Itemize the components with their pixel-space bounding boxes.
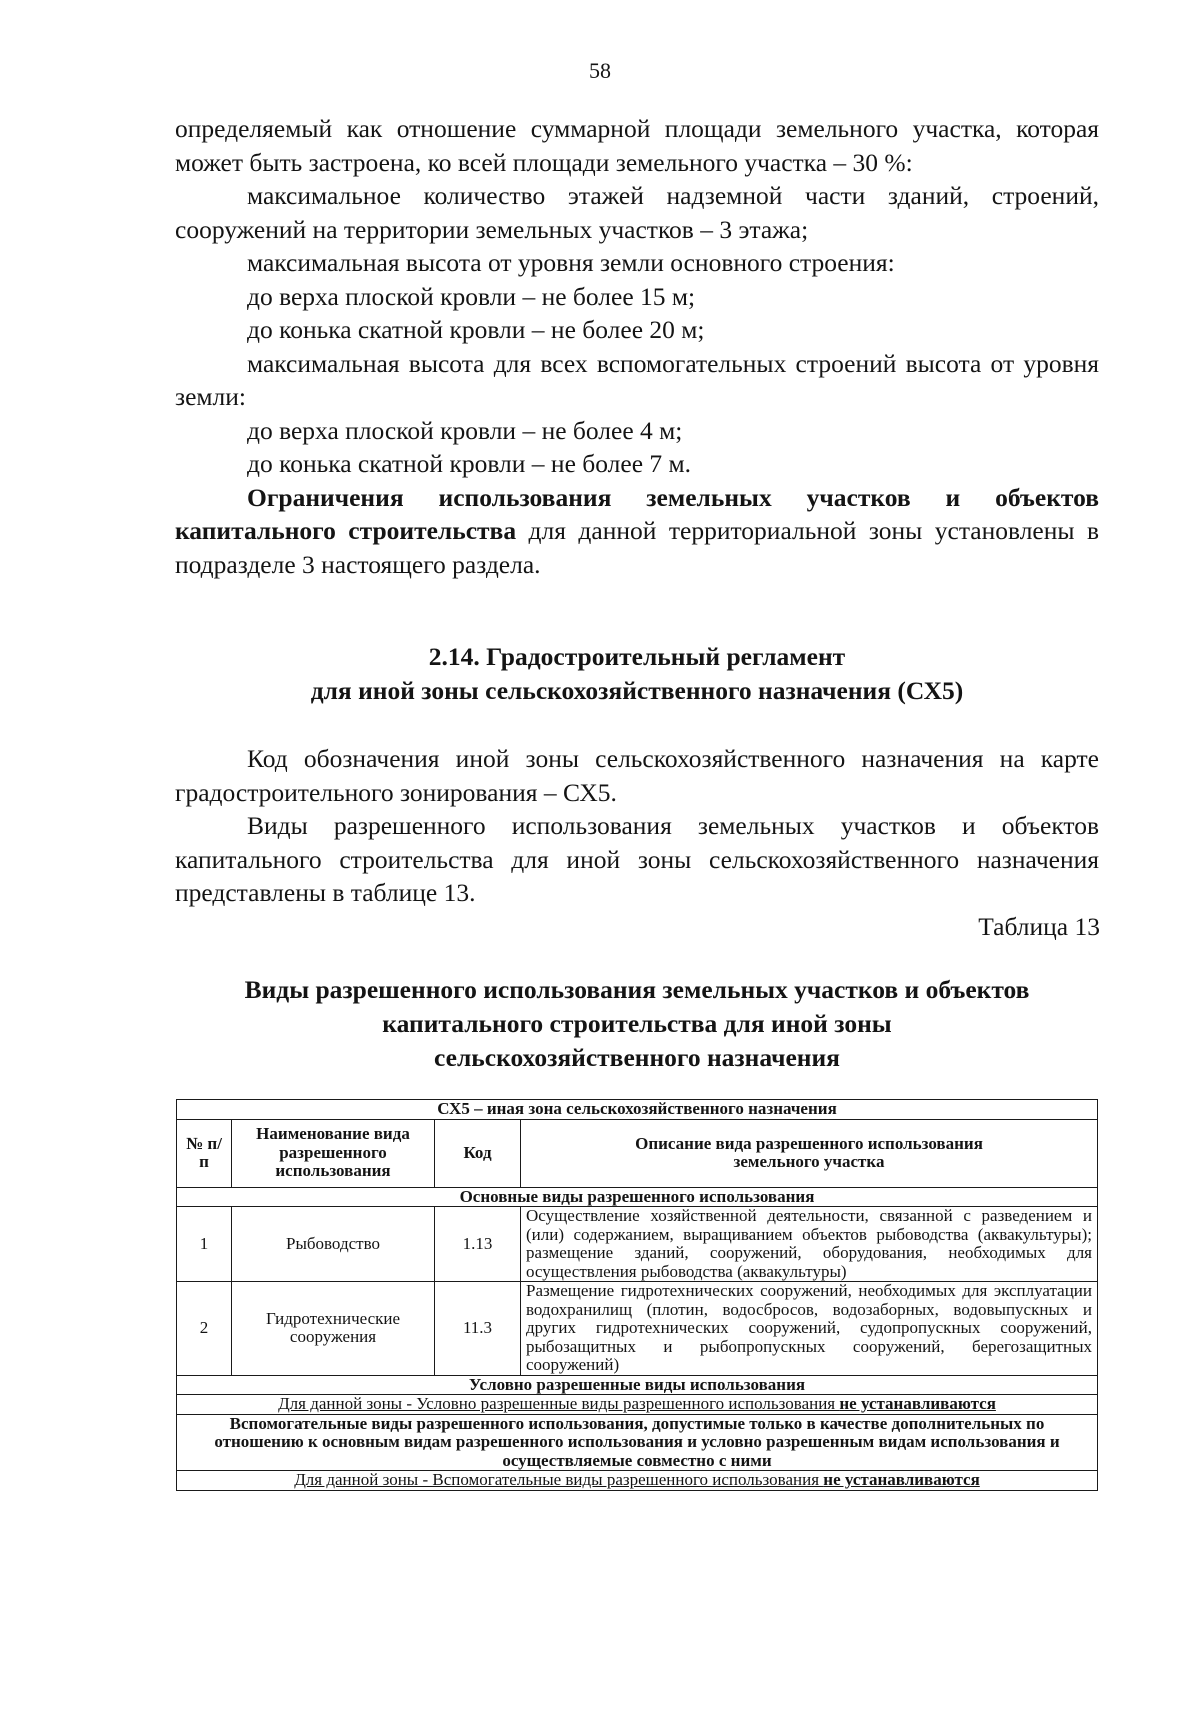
conditional-note-bold: не устанавливаются bbox=[839, 1394, 996, 1413]
table-row bbox=[177, 1207, 1098, 1282]
intro-paragraph-7: до верха плоской кровли – не более 4 м; bbox=[247, 415, 683, 445]
column-header-description: Описание вида разрешенного использования земельного участка bbox=[521, 1119, 1098, 1187]
row-description: Размещение гидротехнических сооружений, необходимых для эксплуатации водохранилищ (плотин, водосбросов, водозаборных, водовыпускных и других гидротехнических сооружений, судопропускных сооружений, рыбозащитных и рыбопропускных сооружений, берегозащитных сооружений) bbox=[521, 1282, 1098, 1376]
section-label-conditional: Условно разрешенные виды использования bbox=[177, 1375, 1098, 1395]
section-row-conditional bbox=[177, 1375, 1098, 1395]
conditional-note-text: Для данной зоны - Условно разрешенные виды разрешенного использования bbox=[278, 1394, 840, 1413]
intro-paragraph-4: до верха плоской кровли – не более 15 м; bbox=[247, 281, 696, 311]
table-title-line-3: сельскохозяйственного назначения bbox=[434, 1043, 840, 1072]
table-label: Таблица 13 bbox=[978, 912, 1100, 941]
section-row-main bbox=[177, 1187, 1098, 1207]
column-header-row bbox=[177, 1119, 1098, 1187]
conditional-note-cell bbox=[177, 1395, 1098, 1415]
column-header-number: № п/п bbox=[177, 1119, 232, 1187]
permitted-uses-table bbox=[176, 1099, 1098, 1491]
row-number: 1 bbox=[177, 1207, 232, 1282]
row-name: Гидротехнические сооружения bbox=[232, 1282, 435, 1376]
page-number: 58 bbox=[589, 58, 611, 83]
row-description: Осуществление хозяйственной деятельности, связанной с разведением и (или) содержанием, выращиванием объектов рыбоводства (аквакультуры); размещение зданий, сооружений, оборудования, необходимых для осуществления рыбоводства (аквакультуры) bbox=[521, 1207, 1098, 1282]
restrictions-bold-text: Ограничения использования земельных участков и объектов капитального строительства bbox=[175, 482, 1099, 545]
intro-paragraph-8: до конька скатной кровли – не более 7 м. bbox=[247, 449, 692, 478]
restrictions-rest-text: для данной территориальной зоны установлены в подразделе 3 настоящего раздела. bbox=[175, 516, 1100, 579]
zone-header-row bbox=[177, 1100, 1098, 1120]
restrictions-paragraph bbox=[175, 481, 1099, 582]
section-label-main: Основные виды разрешенного использования bbox=[177, 1187, 1098, 1207]
table-title-line-2: капитального строительства для иной зоны bbox=[382, 1009, 892, 1038]
table-title-line-1: Виды разрешенного использования земельных участков и объектов bbox=[244, 975, 1030, 1004]
row-name: Рыбоводство bbox=[232, 1207, 435, 1282]
auxiliary-note-cell bbox=[177, 1471, 1098, 1491]
auxiliary-note-bold: не устанавливаются bbox=[823, 1470, 980, 1489]
intro-text bbox=[175, 112, 1099, 581]
section-row-auxiliary bbox=[177, 1414, 1098, 1471]
intro-paragraph-2: максимальное количество этажей надземной части зданий, строений, сооружений на территории земельных участков – 3 этажа; bbox=[175, 181, 1099, 244]
table-title bbox=[175, 973, 1099, 1075]
row-number: 2 bbox=[177, 1282, 232, 1376]
section-paragraph-1: Код обозначения иной зоны сельскохозяйственного назначения на карте градостроительного зонирования – СХ5. bbox=[175, 744, 1099, 807]
section-heading-line-1: 2.14. Градостроительный регламент bbox=[428, 642, 846, 671]
section-paragraph-2: Виды разрешенного использования земельных участков и объектов капитального строительства для иной зоны сельскохозяйственного назначения представлены в таблице 13. bbox=[175, 811, 1099, 907]
intro-paragraph-6: максимальная высота для всех вспомогательных строений высота от уровня земли: bbox=[175, 348, 1099, 411]
intro-paragraph-1: определяемый как отношение суммарной площади земельного участка, которая может быть застроена, ко всей площади земельного участка – 30 %: bbox=[175, 114, 1099, 177]
section-heading bbox=[175, 640, 1099, 708]
row-code: 11.3 bbox=[435, 1282, 521, 1376]
intro-paragraph-5: до конька скатной кровли – не более 20 м; bbox=[247, 315, 705, 344]
section-text bbox=[175, 742, 1099, 910]
intro-paragraph-3: максимальная высота от уровня земли основного строения: bbox=[247, 248, 895, 277]
auxiliary-note-text: Для данной зоны - Вспомогательные виды разрешенного использования bbox=[294, 1470, 824, 1489]
column-header-code: Код bbox=[435, 1119, 521, 1187]
row-code: 1.13 bbox=[435, 1207, 521, 1282]
conditional-note-row bbox=[177, 1395, 1098, 1415]
section-label-auxiliary: Вспомогательные виды разрешенного использования, допустимые только в качестве дополнительных по отношению к основным видам разрешенного использования и условно разрешенным видам использования и осуществляемые совместно с ними bbox=[177, 1414, 1098, 1471]
column-header-name: Наименование вида разрешенного использования bbox=[232, 1119, 435, 1187]
auxiliary-note-row bbox=[177, 1471, 1098, 1491]
zone-header-cell: СХ5 – иная зона сельскохозяйственного назначения bbox=[177, 1100, 1098, 1120]
table-row bbox=[177, 1282, 1098, 1376]
section-heading-line-2: для иной зоны сельскохозяйственного назначения (СХ5) bbox=[310, 676, 964, 705]
